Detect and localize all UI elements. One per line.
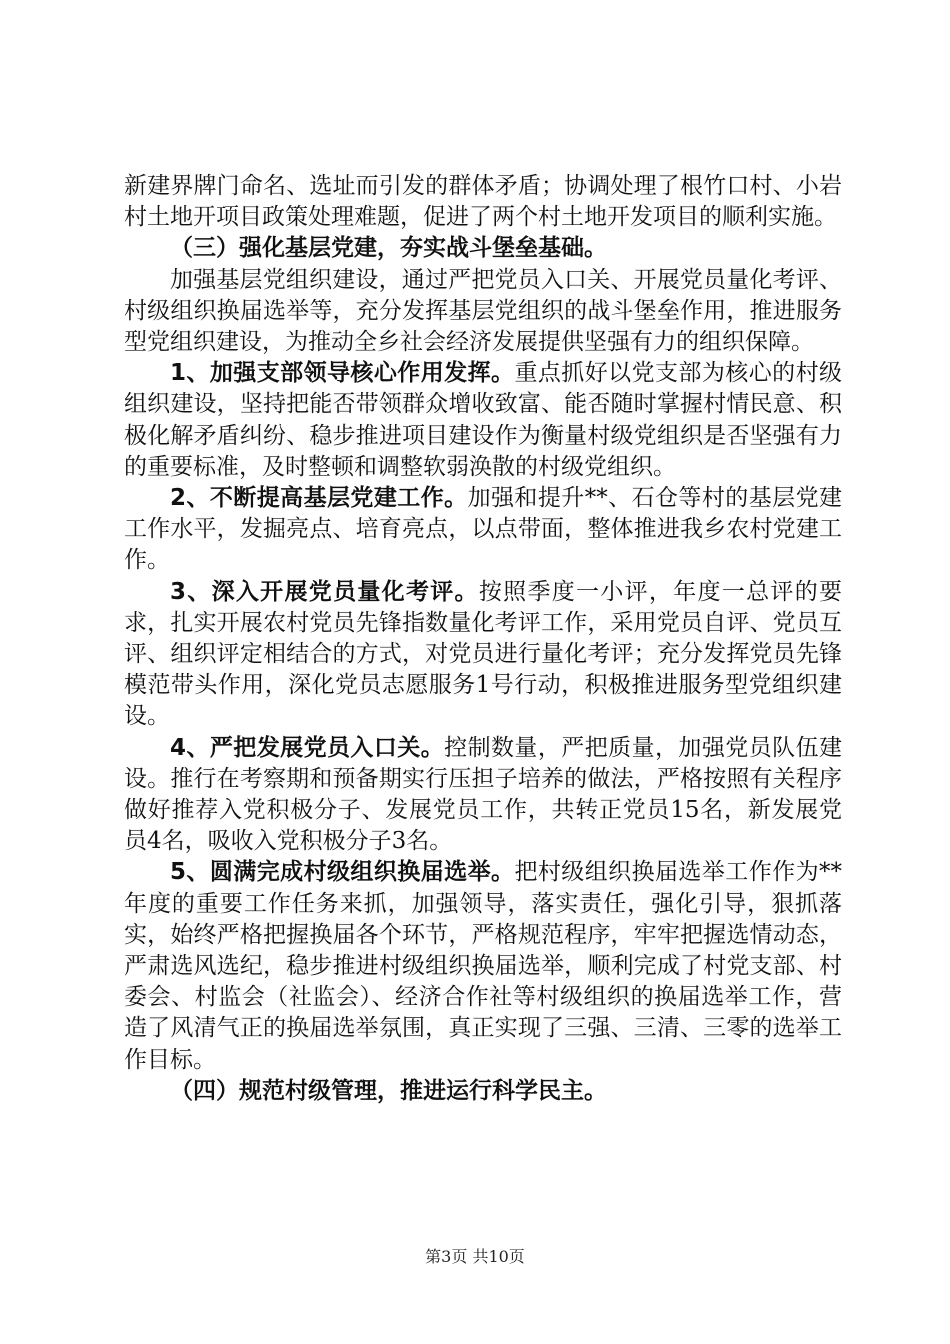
document-body bbox=[124, 171, 842, 1107]
item-5-paragraph bbox=[124, 857, 842, 1075]
item-1-body: 重点抓好以党支部为核心的村级组织建设，坚持把能否带领群众增收致富、能否随时掌握村情民意、积极化解矛盾纠纷、稳步推进项目建设作为衡量村级党组织是否坚强有力的重要标准，及时整顿和调整软弱涣散的村级党组织。 bbox=[124, 360, 843, 480]
page-number-label: 第3页 共10页 bbox=[425, 1247, 525, 1266]
item-2-body: 加强和提升**、石仓等村的基层党建工作水平，发掘亮点、培育亮点，以点带面，整体推进我乡农村党建工作。 bbox=[124, 485, 842, 574]
item-5-lead: 5、圆满完成村级组织换届选举。 bbox=[170, 859, 515, 886]
page-footer bbox=[0, 1244, 950, 1267]
item-4-lead: 4、严把发展党员入口关。 bbox=[170, 734, 445, 761]
section-4-heading: （四）规范村级管理，推进运行科学民主。 bbox=[170, 1077, 607, 1104]
item-4-body: 控制数量，严把质量，加强党员队伍建设。推行在考察期和预备期实行压担子培养的做法，严格按照有关程序做好推荐入党积极分子、发展党员工作，共转正党员15名，新发展党员4名，吸收入党积极分子3名。 bbox=[124, 734, 842, 855]
item-3-paragraph bbox=[124, 577, 842, 733]
item-3-lead: 3、深入开展党员量化考评。 bbox=[170, 578, 479, 605]
item-2-paragraph bbox=[124, 483, 842, 577]
item-1-paragraph bbox=[124, 358, 842, 483]
item-4-paragraph bbox=[124, 733, 842, 858]
item-1-lead: 1、加强支部领导核心作用发挥。 bbox=[170, 360, 515, 387]
item-5-body: 把村级组织换届选举工作作为**年度的重要工作任务来抓，加强领导，落实责任，强化引导，狠抓落实，始终严格把握换届各个环节，严格规范程序，牢牢把握选情动态，严肃选风选纪，稳步推进村级组织换届选举，顺利完成了村党支部、村委会、村监会（社监会）、经济合作社等村级组织的换届选举工作，营造了风清气正的换届选举氛围，真正实现了三强、三清、三零的选举工作目标。 bbox=[124, 859, 843, 1073]
intro-paragraph: 新建界牌门命名、选址而引发的群体矛盾；协调处理了根竹口村、小岩村土地开项目政策处理难题，促进了两个村土地开发项目的顺利实施。 bbox=[124, 173, 842, 231]
section-3-body: 加强基层党组织建设，通过严把党员入口关、开展党员量化考评、村级组织换届选举等，充分发挥基层党组织的战斗堡垒作用，推进服务型党组织建设，为推动全乡社会经济发展提供坚强有力的组织保障。 bbox=[124, 266, 842, 356]
item-2-lead: 2、不断提高基层党建工作。 bbox=[170, 485, 468, 512]
item-3-body: 按照季度一小评，年度一总评的要求，扎实开展农村党员先锋指数量化考评工作，采用党员自评、党员互评、组织评定相结合的方式，对党员进行量化考评；充分发挥党员先锋模范带头作用，深化党员志愿服务1号行动，积极推进服务型党组织建设。 bbox=[124, 578, 842, 730]
section-3-heading: （三）强化基层党建，夯实战斗堡垒基础。 bbox=[170, 235, 607, 262]
